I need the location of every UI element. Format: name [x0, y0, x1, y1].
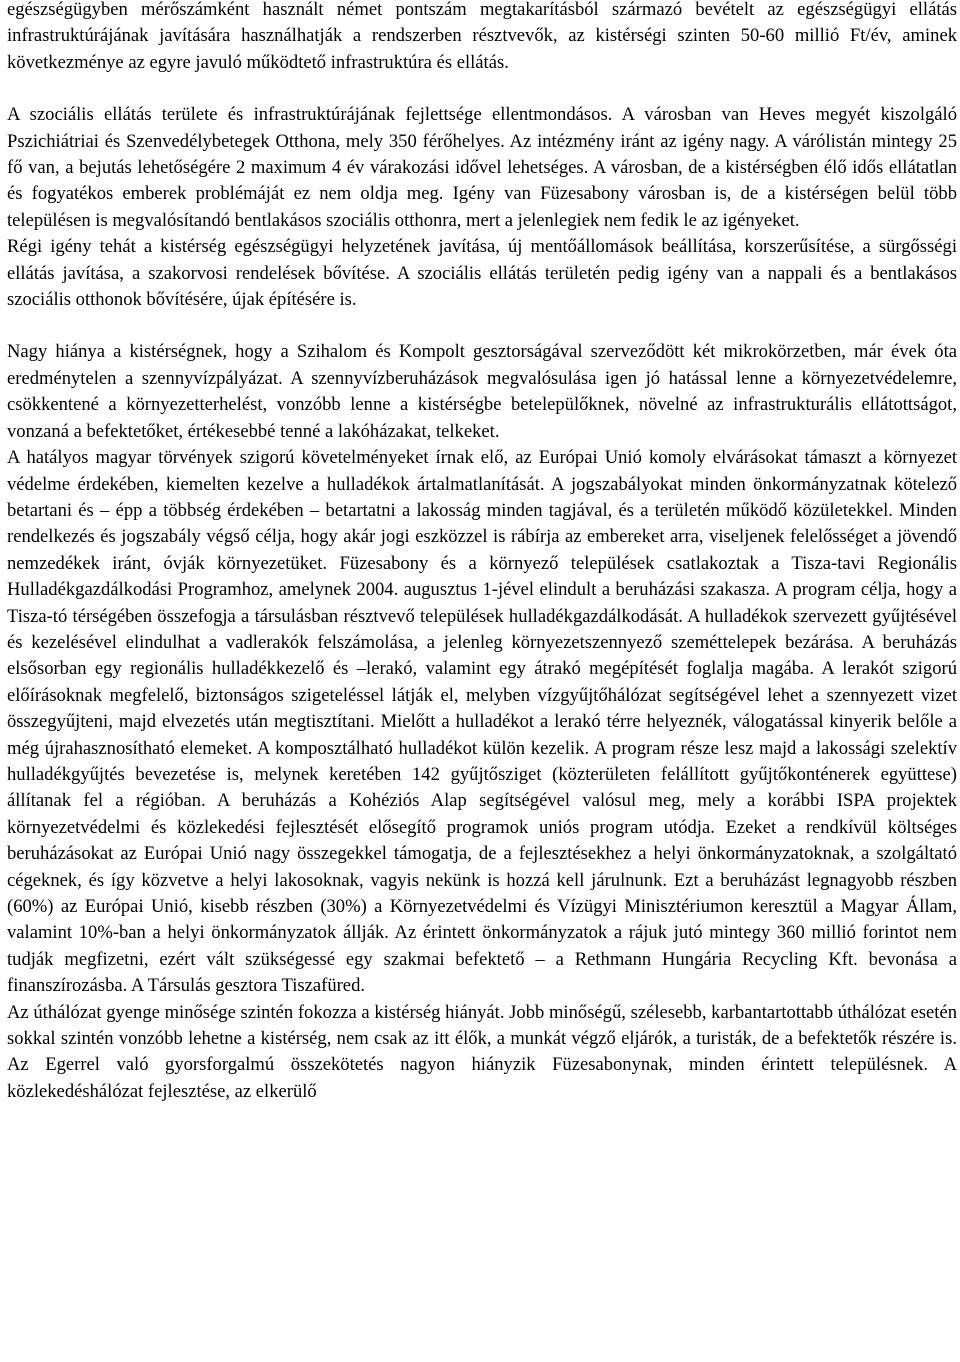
- paragraph-waste-management: A hatályos magyar törvények szigorú követelményeket írnak elő, az Európai Unió komoly elvárásokat támaszt a környezet védelme érdekében, kiemelten kezelve a hulladékok ártalmatlanítását. A jogszabályokat minden önkormányzatnak kötelező betartani és – épp a többség érdekében – betartatni a lakosság minden tagjával, és a területén működő közületekkel. Minden rendelkezés és jogszabály végső célja, hogy akár jogi eszközzel is rábírja az embereket arra, viseljenek felelősséget a jövendő nemzedékek iránt, óvják környezetüket. Füzesabony és a környező települések csatlakoztak a Tisza-tavi Regionális Hulladékgazdálkodási Programhoz, amelynek 2004. augusztus 1-jével elindult a beruházási szakasza. A program célja, hogy a Tisza-tó térségében összefogja a társulásban résztvevő települések hulladékgazdálkodását. A hulladékok szervezett gyűjtésével és kezelésével elindulhat a vadlerakók felszámolása, a jelenleg környezetszennyező szeméttelepek bezárása. A beruházás elsősorban egy regionális hulladékkezelő és –lerakó, valamint egy átrakó megépítését foglalja magába. A lerakót szigorú előírásoknak megfelelő, biztonságos szigeteléssel látják el, melyben vízgyűjtőhálózat segítségével lehet a szennyezett vizet összegyűjteni, majd elvezetés után megtisztítani. Mielőtt a hulladékot a lerakó térre helyeznék, válogatással kinyerik belőle a még újrahasznosítható elemeket. A komposztálható hulladékot külön kezelik. A program része lesz majd a lakossági szelektív hulladékgyűjtés bevezetése is, melynek keretében 142 gyűjtősziget (közterületen felállított gyűjtőkonténerek együttese) állítanak fel a régióban. A beruházás a Kohéziós Alap segítségével valósul meg, mely a korábbi ISPA projektek környezetvédelmi és közlekedési fejlesztését elősegítő programok uniós program utódja. Ezeket a rendkívül költséges beruházásokat az Európai Unió nagy összegekkel támogatja, de a fejlesztésekhez a helyi önkormányzatoknak, a szolgáltató cégeknek, és így közvetve a helyi lakosoknak, vagyis nekünk is hozzá kell járulnunk. Ezt a beruházást legnagyobb részben (60%) az Európai Unió, kisebb részben (30%) a Környezetvédelmi és Vízügyi Minisztériumon keresztül a Magyar Állam, valamint 10%-ban a helyi önkormányzatok állják. Az érintett önkormányzatok a rájuk jutó mintegy 360 millió forintot nem tudják megfizetni, ezért vált szükségessé egy szakmai befektető – a Rethmann Hungária Recycling Kft. bevonása a finanszírozásba. A Társulás gesztora Tiszafüred.: [7, 447, 957, 997]
- paragraph-social-care: A szociális ellátás területe és infrastruktúrájának fejlettsége ellentmondásos. A városban van Heves megyét kiszolgáló Pszichiátriai és Szenvedélybetegek Otthona, mely 350 férőhelyes. Az intézmény iránt az igény nagy. A várólistán mintegy 25 fő van, a bejutás lehetőségére 2 maximum 4 év várakozási idővel lehetséges. A városban, de a kistérségben élő idős ellátatlan és fogyatékos emberek problémáját ez nem oldja meg. Igény van Füzesabony városban is, de a kistérségen belül több településen is megvalósítandó bentlakásos szociális otthonra, mert a jelenlegiek nem fedik le az igényeket.: [7, 104, 957, 231]
- paragraph-health-funding: egészségügyben mérőszámként használt német pontszám megtakarításból származó bevételt az egészségügyi ellátás infrastruktúrájának javítására használhatják a rendszerben résztvevők, az kistérségi szinten 50-60 millió Ft/év, aminek következménye az egyre javuló működtető infrastruktúra és ellátás.: [7, 0, 957, 73]
- paragraph-needs-summary: Régi igény tehát a kistérség egészségügyi helyzetének javítása, új mentőállomások beállítása, korszerűsítése, a sürgősségi ellátás javítása, a szakorvosi rendelések bővítése. A szociális ellátás területén pedig igény van a nappali és a bentlakásos szociális otthonok bővítésére, újak építésére is.: [7, 236, 957, 311]
- paragraph-sewage: Nagy hiánya a kistérségnek, hogy a Szihalom és Kompolt gesztorságával szerveződött két mikrokörzetben, már évek óta eredménytelen a szennyvízpályázat. A szennyvízberuházások megvalósulása igen jó hatással lenne a környezetvédelemre, csökkentené a környezetterhelést, vonzóbb lenne a kistérségbe betelepülőknek, növelné az infrastrukturális ellátottságot, vonzaná a befektetőket, értékesebbé tenné a lakóházakat, telkeket.: [7, 341, 957, 442]
- paragraph-road-network: Az úthálózat gyenge minősége szintén fokozza a kistérség hiányát. Jobb minőségű, szélesebb, karbantartottabb úthálózat esetén sokkal szintén vonzóbb lehetne a kistérség, nem csak az itt élők, a munkát végző eljárók, a turisták, de a befektetők részére is. Az Egerrel való gyorsforgalmú összekötetés nagyon hiányzik Füzesabonynak, minden érintett településnek. A közlekedéshálózat fejlesztése, az elkerülő: [7, 1001, 957, 1102]
